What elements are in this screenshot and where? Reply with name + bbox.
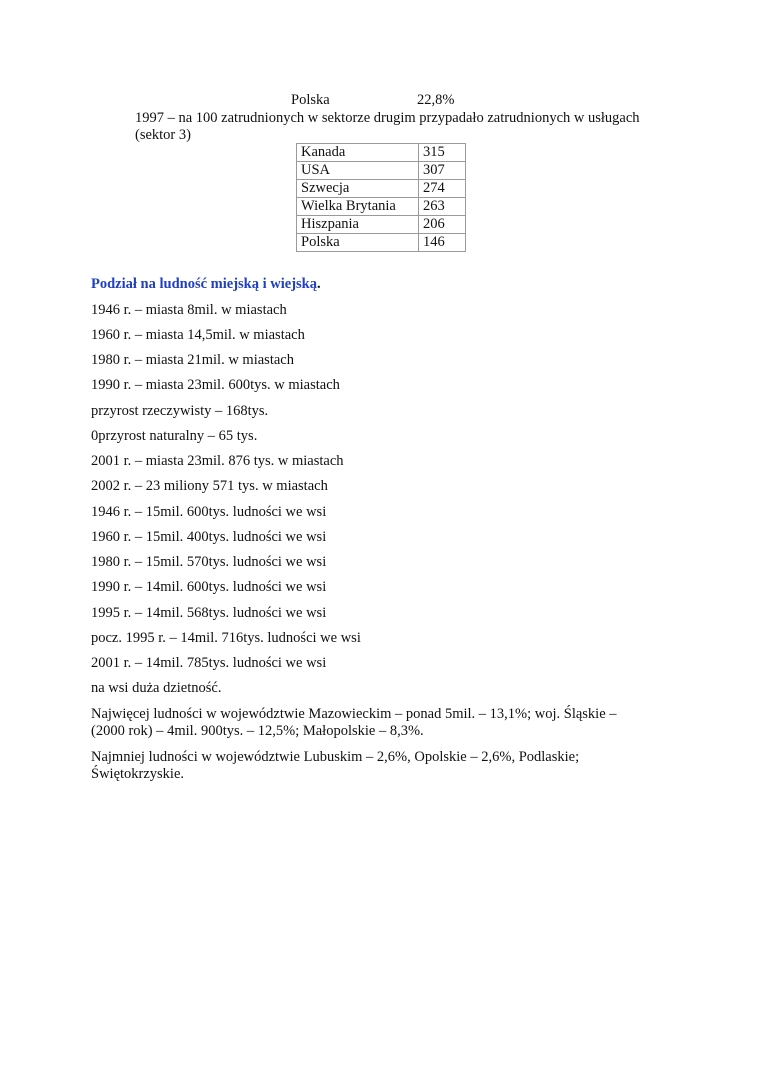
list-item: 1960 r. – miasta 14,5mil. w miastach: [91, 327, 305, 343]
table-row: [297, 198, 466, 216]
list-item: pocz. 1995 r. – 14mil. 716tys. ludności we wsi: [91, 630, 361, 646]
list-item: na wsi duża dzietność.: [91, 680, 222, 696]
intro-line-1: 1997 – na 100 zatrudnionych w sektorze drugim przypadało zatrudnionych w usługach: [135, 110, 640, 126]
list-item: 2001 r. – 14mil. 785tys. ludności we wsi: [91, 655, 327, 671]
section-heading-text: Podział na ludność miejską i wiejską: [91, 276, 317, 292]
intro-line-2: (sektor 3): [135, 127, 191, 143]
list-item: przyrost rzeczywisty – 168tys.: [91, 403, 269, 419]
table-cell-country: Wielka Brytania: [297, 198, 419, 216]
employment-table: [296, 143, 466, 252]
table-row: [297, 162, 466, 180]
list-item: 0przyrost naturalny – 65 tys.: [91, 428, 258, 444]
list-item: 1960 r. – 15mil. 400tys. ludności we wsi: [91, 529, 327, 545]
table-cell-country: USA: [297, 162, 419, 180]
list-item: 1980 r. – 15mil. 570tys. ludności we wsi: [91, 554, 327, 570]
table-cell-value: 315: [419, 144, 466, 162]
top-row-value: 22,8%: [417, 92, 455, 108]
section-heading: [91, 276, 321, 293]
list-item: 2002 r. – 23 miliony 571 tys. w miastach: [91, 478, 328, 494]
list-item: 1995 r. – 14mil. 568tys. ludności we wsi: [91, 605, 327, 621]
section-heading-dot: .: [316, 276, 321, 292]
most-populous-line-1: Najwięcej ludności w województwie Mazowieckim – ponad 5mil. – 13,1%; woj. Śląskie –: [91, 706, 617, 722]
table-row: [297, 234, 466, 252]
least-populous-line-2: Świętokrzyskie.: [91, 766, 185, 782]
list-item: 1990 r. – 14mil. 600tys. ludności we wsi: [91, 579, 327, 595]
list-item: 1990 r. – miasta 23mil. 600tys. w miastach: [91, 377, 340, 393]
table-cell-value: 307: [419, 162, 466, 180]
table-cell-country: Polska: [297, 234, 419, 252]
table-cell-country: Szwecja: [297, 180, 419, 198]
table-cell-country: Kanada: [297, 144, 419, 162]
list-item: 1980 r. – miasta 21mil. w miastach: [91, 352, 294, 368]
list-item: 1946 r. – 15mil. 600tys. ludności we wsi: [91, 504, 327, 520]
most-populous-line-2: (2000 rok) – 4mil. 900tys. – 12,5%; Małopolskie – 8,3%.: [91, 723, 424, 739]
table-cell-value: 274: [419, 180, 466, 198]
list-item: 1946 r. – miasta 8mil. w miastach: [91, 302, 287, 318]
list-item: 2001 r. – miasta 23mil. 876 tys. w miastach: [91, 453, 344, 469]
top-row-label: Polska: [291, 92, 330, 108]
table-cell-value: 263: [419, 198, 466, 216]
table-row: [297, 180, 466, 198]
table-cell-value: 206: [419, 216, 466, 234]
table-cell-country: Hiszpania: [297, 216, 419, 234]
least-populous-line-1: Najmniej ludności w województwie Lubuskim – 2,6%, Opolskie – 2,6%, Podlaskie;: [91, 749, 580, 765]
table-cell-value: 146: [419, 234, 466, 252]
table-row: [297, 144, 466, 162]
table-row: [297, 216, 466, 234]
